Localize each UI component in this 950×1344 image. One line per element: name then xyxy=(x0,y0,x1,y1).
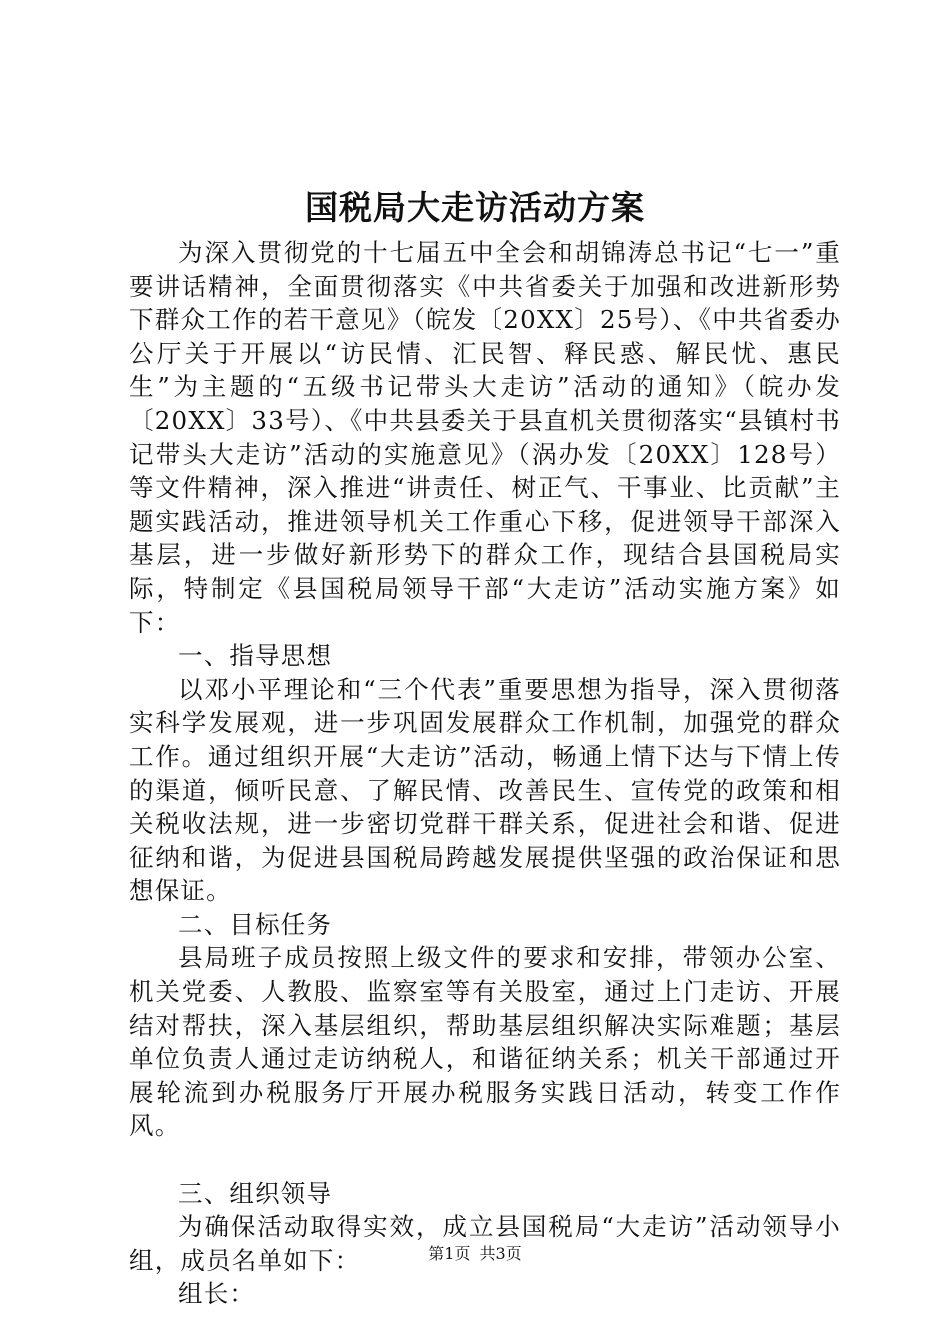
organization-paragraph: 为确保活动取得实效，成立县国税局“大走访”活动领导小组，成员名单如下： xyxy=(129,1212,841,1275)
section-heading-objectives: 二、目标任务 xyxy=(178,909,333,939)
section-heading-organization: 三、组织领导 xyxy=(178,1178,333,1208)
document-title: 国税局大走访活动方案 xyxy=(305,188,645,227)
page-total: 共3页 xyxy=(479,1244,522,1263)
intro-paragraph: 为深入贯彻党的十七届五中全会和胡锦涛总书记“七一”重要讲话精神，全面贯彻落实《中共省委关于加强和改进新形势下群众工作的若干意见》（皖发〔20XX〕25号）、《中共省委办公厅关于开展以“访民情、汇民智、释民惑、解民忧、惠民生”为主题的“五级书记带头大走访”活动的通知》（皖办发〔20XX〕33号）、《中共县委关于县直机关贯彻落实“县镇村书记带头大走访”活动的实施意见》（涡办发〔20XX〕128号）等文件精神，深入推进“讲责任、树正气、干事业、比贡献”主题实践活动，推进领导机关工作重心下移，促进领导干部深入基层，进一步做好新形势下的群众工作，现结合县国税局实际，特制定《县国税局领导干部“大走访”活动实施方案》如下： xyxy=(129,238,841,637)
page-footer xyxy=(0,1242,950,1266)
section-heading-guiding-ideology: 一、指导思想 xyxy=(178,641,333,671)
group-leader-line: 组长： xyxy=(178,1279,256,1309)
objectives-paragraph: 县局班子成员按照上级文件的要求和安排，带领办公室、机关党委、人教股、监察室等有关股室，通过上门走访、开展结对帮扶，深入基层组织，帮助基层组织解决实际难题；基层单位负责人通过走访纳税人，和谐征纳关系；机关干部通过开展轮流到办税服务厅开展办税服务实践日活动，转变工作作风。 xyxy=(129,943,841,1141)
guiding-ideology-paragraph: 以邓小平理论和“三个代表”重要思想为指导，深入贯彻落实科学发展观，进一步巩固发展群众工作机制，加强党的群众工作。通过组织开展“大走访”活动，畅通上情下达与下情上传的渠道，倾听民意、了解民情、改善民生、宣传党的政策和相关税收法规，进一步密切党群干群关系，促进社会和谐、促进征纳和谐，为促进县国税局跨越发展提供坚强的政治保证和思想保证。 xyxy=(129,674,841,906)
paragraph-spacer xyxy=(129,1143,841,1177)
document-body xyxy=(129,236,841,1311)
page-number: 第1页 xyxy=(428,1244,471,1263)
